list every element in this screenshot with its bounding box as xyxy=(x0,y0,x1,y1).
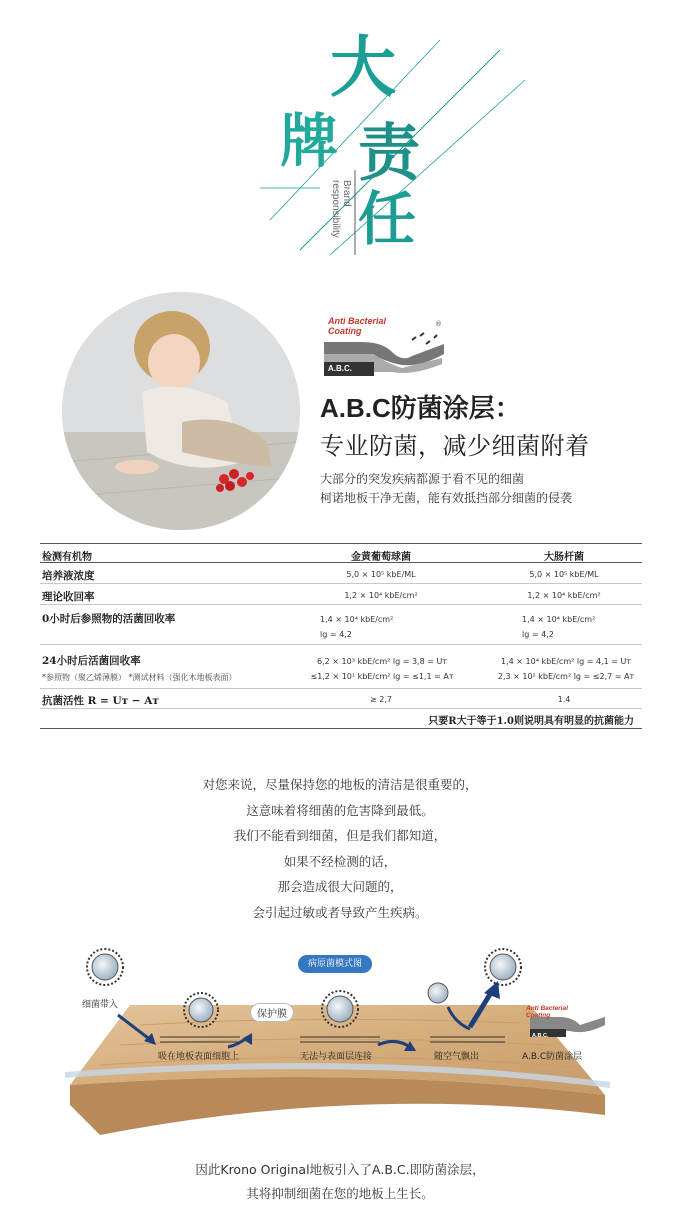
table-row xyxy=(40,689,642,709)
table-footnote: 只要R大于等于1.0则说明具有明显的抗菌能力 xyxy=(428,716,634,727)
table-cell: 培养液浓度 xyxy=(42,570,95,582)
table-cell: 理论收回率 xyxy=(42,591,95,603)
table-cell: 0小时后参照物的活菌回收率 xyxy=(42,613,176,625)
table-row xyxy=(40,605,642,645)
brand-header xyxy=(260,20,540,260)
brand-char-pai: 牌 xyxy=(280,107,339,175)
table-header: 检测有机物 xyxy=(42,552,92,563)
intro-paragraph xyxy=(0,772,680,926)
table-cell: 抗菌活性 R = Uᴛ − Aᴛ xyxy=(42,695,159,707)
table-cell: 1,4 × 10⁴ kbE/cm² xyxy=(320,615,394,624)
product-description xyxy=(320,470,572,508)
label-abc-coating: A.B.C防菌涂层 xyxy=(522,1052,583,1062)
table-row xyxy=(40,645,642,689)
table-row xyxy=(40,563,642,584)
paragraph-line: 这意味着将细菌的危害降到最低。 xyxy=(246,802,434,818)
table-header: 金黄葡萄球菌 xyxy=(351,552,411,563)
abc-logo xyxy=(322,314,444,380)
closing-paragraph xyxy=(0,1158,680,1206)
paragraph-line: 那会造成很大问题的， xyxy=(277,879,403,895)
bacteria-icon xyxy=(87,949,123,985)
diagram-title-pill: 病原菌模式图 xyxy=(298,955,372,973)
label-step-2: 无法与表面层连接 xyxy=(300,1052,373,1062)
desc-line: 柯诺地板干净无菌，能有效抵挡部分细菌的侵袭 xyxy=(320,491,573,505)
table-cell: 2,3 × 10² kbE/cm² lg = ≤2,7 = Aᴛ xyxy=(497,672,635,681)
table-cell: 1,2 × 10⁴ kbE/cm² xyxy=(527,591,601,600)
table-header-row xyxy=(40,543,642,563)
desc-line: 大部分的突发疾病都源于看不见的细菌 xyxy=(320,472,525,486)
table-cell: 24小时后活菌回收率 xyxy=(42,655,141,667)
child-photo-illustration xyxy=(62,292,300,530)
diagram-abc-logo-abbr: A.B.C. xyxy=(532,1033,549,1039)
label-step-1: 吸在地板表面细胞上 xyxy=(158,1052,240,1062)
paragraph-line: 对您来说，尽量保持您的地板的清洁是很重要的， xyxy=(202,777,478,792)
closing-line: 其将抑制细菌在您的地板上生长。 xyxy=(246,1186,434,1201)
diagram-graphic xyxy=(60,945,620,1145)
table-cell: 5,0 × 10⁵ kbE/ML xyxy=(529,570,599,579)
abc-logo-text: Anti Bacterial Coating xyxy=(328,316,387,336)
table-cell: lg = 4,2 xyxy=(522,630,554,639)
child-photo xyxy=(62,292,300,530)
paragraph-line: 我们不能看到细菌，但是我们都知道， xyxy=(233,828,447,844)
table-row xyxy=(40,584,642,605)
product-title: A.B.C防菌涂层： xyxy=(320,393,521,423)
registered-mark: ® xyxy=(435,320,442,328)
protective-film-label: 保护膜 xyxy=(250,1003,294,1022)
brand-char-ze: 责 xyxy=(358,116,421,189)
pathogen-diagram xyxy=(60,945,620,1145)
table-cell: lg = 4,2 xyxy=(320,630,352,639)
label-bacteria-in: 细菌带入 xyxy=(82,1000,119,1010)
brand-char-ren: 任 xyxy=(358,185,417,253)
paragraph-line: 如果不经检测的话， xyxy=(283,853,397,869)
closing-line: 因此Krono Original地板引入了A.B.C.即防菌涂层， xyxy=(195,1162,485,1177)
test-table xyxy=(40,543,642,729)
table-cell: 5,0 × 10⁵ kbE/ML xyxy=(346,570,416,579)
table-cell: ≥ 2,7 xyxy=(370,695,392,704)
table-cell: ≤1,2 × 10¹ kbE/cm² lg = ≤1,1 = Aᴛ xyxy=(310,672,454,681)
product-subtitle: 专业防菌，减少细菌附着 xyxy=(320,432,590,460)
table-cell: 6,2 × 10³ kbE/cm² lg = 3,8 = Uᴛ xyxy=(317,657,447,666)
table-cell: 1.4 xyxy=(557,695,571,704)
abc-logo-bar: A.B.C. xyxy=(324,362,374,376)
paragraph-line: 会引起过敏或者导致产生疾病。 xyxy=(252,904,428,920)
brand-char-da: 大 xyxy=(330,28,396,106)
brand-subtitle: Brand responsibility xyxy=(330,180,352,238)
bacteria-icon xyxy=(485,949,521,985)
label-step-3: 随空气飘出 xyxy=(434,1052,480,1062)
table-note: *参照物（聚乙烯薄膜） *测试材料（强化木地板表面） xyxy=(42,673,237,682)
table-footer-row xyxy=(40,709,642,729)
bacteria-icon xyxy=(428,983,448,1003)
diagram-abc-logo-text: Anti Bacterial Coating xyxy=(526,1005,568,1019)
table-cell: 1,4 × 10⁴ kbE/cm² lg = 4,1 = Uᴛ xyxy=(501,657,631,666)
table-header: 大肠杆菌 xyxy=(544,552,584,563)
table-cell: 1,4 × 10⁴ kbE/cm² xyxy=(522,615,596,624)
table-cell: 1,2 × 10⁴ kbE/cm² xyxy=(344,591,418,600)
